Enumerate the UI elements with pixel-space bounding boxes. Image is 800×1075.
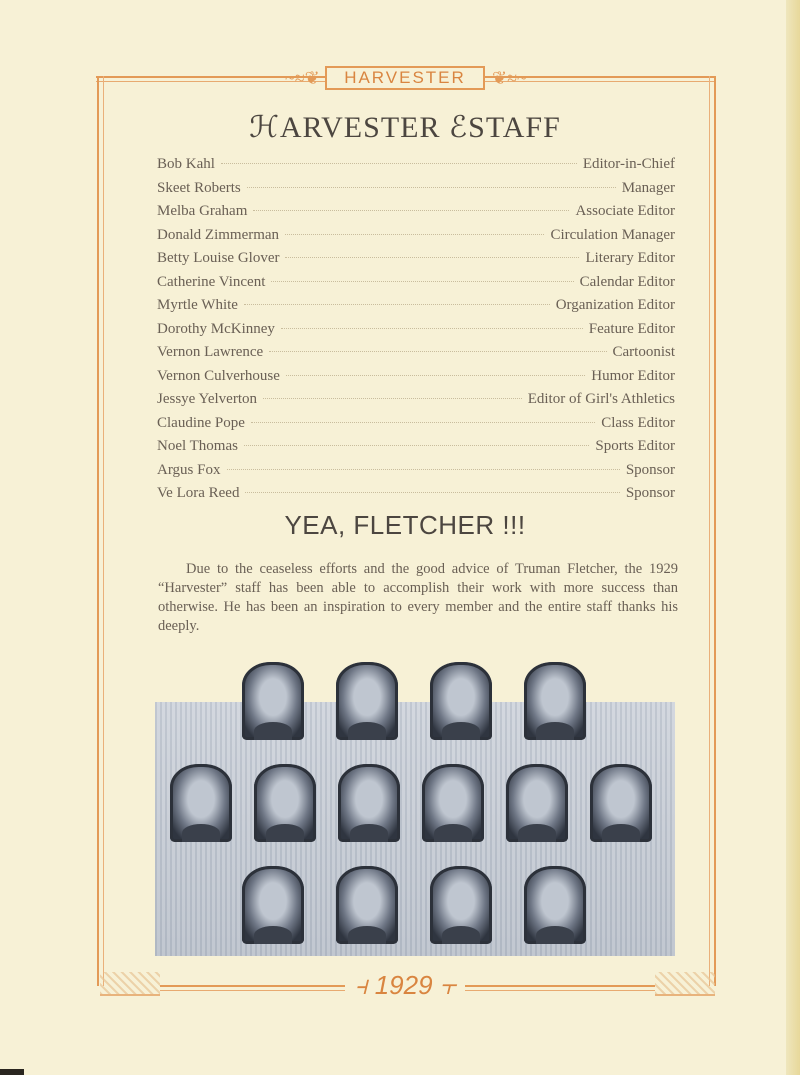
staff-role: Circulation Manager (550, 226, 675, 243)
staff-row (157, 274, 675, 298)
staff-name: Dorothy McKinney (157, 320, 275, 337)
staff-row (157, 368, 675, 392)
staff-role: Sponsor (625, 461, 675, 478)
dot-leader (253, 210, 569, 211)
staff-name: Skeet Roberts (157, 179, 241, 196)
portrait-photo (336, 662, 398, 740)
photo-row-top (242, 662, 618, 740)
staff-role: Associate Editor (575, 203, 675, 219)
year-text: 1929 (374, 970, 433, 1000)
dot-leader (271, 281, 573, 282)
tribute-paragraph: Due to the ceaseless efforts and the good advice of Truman Fletcher, the 1929 “Harvester” staff has been able to accomplish their work with more success than otherwise. He has been an inspiration to every member and the entire staff thanks his deeply. (158, 561, 678, 634)
staff-role: Sports Editor (595, 438, 675, 454)
staff-role: Literary Editor (585, 250, 675, 266)
staff-row (157, 391, 675, 415)
dot-leader (269, 351, 606, 352)
staff-list (157, 156, 675, 509)
staff-role: Editor of Girl's Athletics (527, 391, 675, 407)
frame-right (709, 76, 716, 986)
portrait-photo (336, 866, 398, 944)
staff-row (157, 156, 675, 180)
staff-row (157, 485, 675, 509)
photo-row-middle (170, 764, 674, 842)
staff-row (157, 438, 675, 462)
staff-role: Manager (621, 179, 675, 196)
staff-role: Calendar Editor (579, 273, 675, 290)
page-edge (786, 0, 800, 1075)
staff-name: Ve Lora Reed (157, 485, 240, 501)
bracket-right-icon: ⫟ (432, 970, 456, 1000)
dot-leader (281, 328, 583, 329)
staff-row (157, 250, 675, 274)
portrait-photo (422, 764, 484, 842)
staff-name: Myrtle White (157, 297, 238, 313)
corner-ornament-right-icon (655, 972, 715, 996)
portrait-photo (338, 764, 400, 842)
photo-row-bottom (242, 866, 618, 944)
dot-leader (285, 234, 544, 235)
staff-role: Feature Editor (588, 320, 675, 337)
staff-name: Donald Zimmerman (157, 226, 280, 243)
staff-row (157, 344, 675, 368)
scan-mark (0, 1069, 24, 1075)
dot-leader (251, 422, 595, 423)
footer-year (340, 970, 470, 1002)
staff-row (157, 203, 675, 227)
dot-leader (221, 163, 577, 164)
corner-ornament-left-icon (100, 972, 160, 996)
portrait-photo (242, 662, 304, 740)
dot-leader (247, 187, 616, 188)
harvester-banner: HARVESTER (325, 66, 485, 90)
footer-rule-left-inner (160, 990, 345, 991)
staff-name: Argus Fox (157, 461, 221, 478)
dot-leader (244, 445, 589, 446)
scroll-ornament-right-icon: ❦≈~ (492, 68, 527, 88)
staff-name: Noel Thomas (157, 438, 238, 454)
portrait-photo (590, 764, 652, 842)
staff-role: Organization Editor (555, 297, 675, 313)
portrait-photo (254, 764, 316, 842)
portrait-photo (170, 764, 232, 842)
frame-left (97, 76, 104, 986)
scroll-ornament-left-icon: ~≈❦ (285, 68, 320, 88)
staff-name: Claudine Pope (157, 414, 245, 431)
portrait-photo (524, 662, 586, 740)
staff-name: Vernon Culverhouse (157, 367, 280, 384)
portrait-photo (242, 866, 304, 944)
staff-role: Class Editor (601, 414, 675, 431)
tribute-heading: YEA, FLETCHER !!! (284, 510, 526, 540)
dot-leader (285, 257, 579, 258)
staff-name: Catherine Vincent (157, 273, 266, 290)
portrait-photo (430, 866, 492, 944)
staff-name: Vernon Lawrence (157, 344, 264, 360)
staff-row (157, 321, 675, 345)
staff-name: Betty Louise Glover (157, 250, 280, 266)
portrait-photo (524, 866, 586, 944)
staff-role: Cartoonist (612, 344, 675, 360)
staff-row (157, 227, 675, 251)
dot-leader (244, 304, 550, 305)
staff-row (157, 180, 675, 204)
portrait-photo (506, 764, 568, 842)
dot-leader (245, 492, 619, 493)
staff-role: Editor-in-Chief (582, 156, 675, 172)
staff-row (157, 462, 675, 486)
dot-leader (263, 398, 522, 399)
bracket-left-icon: ⫞ (354, 970, 375, 1000)
staff-role: Humor Editor (591, 367, 675, 384)
dot-leader (227, 469, 620, 470)
footer-rule-right-inner (465, 990, 655, 991)
staff-name: Bob Kahl (157, 156, 215, 172)
staff-role: Sponsor (625, 485, 675, 501)
staff-name: Jessye Yelverton (157, 391, 257, 407)
staff-name: Melba Graham (157, 203, 248, 219)
page-title: ℋARVESTER ℰSTAFF (249, 111, 561, 144)
footer-rule-left (160, 985, 345, 987)
footer-rule-right (465, 985, 655, 987)
dot-leader (286, 375, 585, 376)
staff-row (157, 415, 675, 439)
portrait-photo (430, 662, 492, 740)
staff-row (157, 297, 675, 321)
